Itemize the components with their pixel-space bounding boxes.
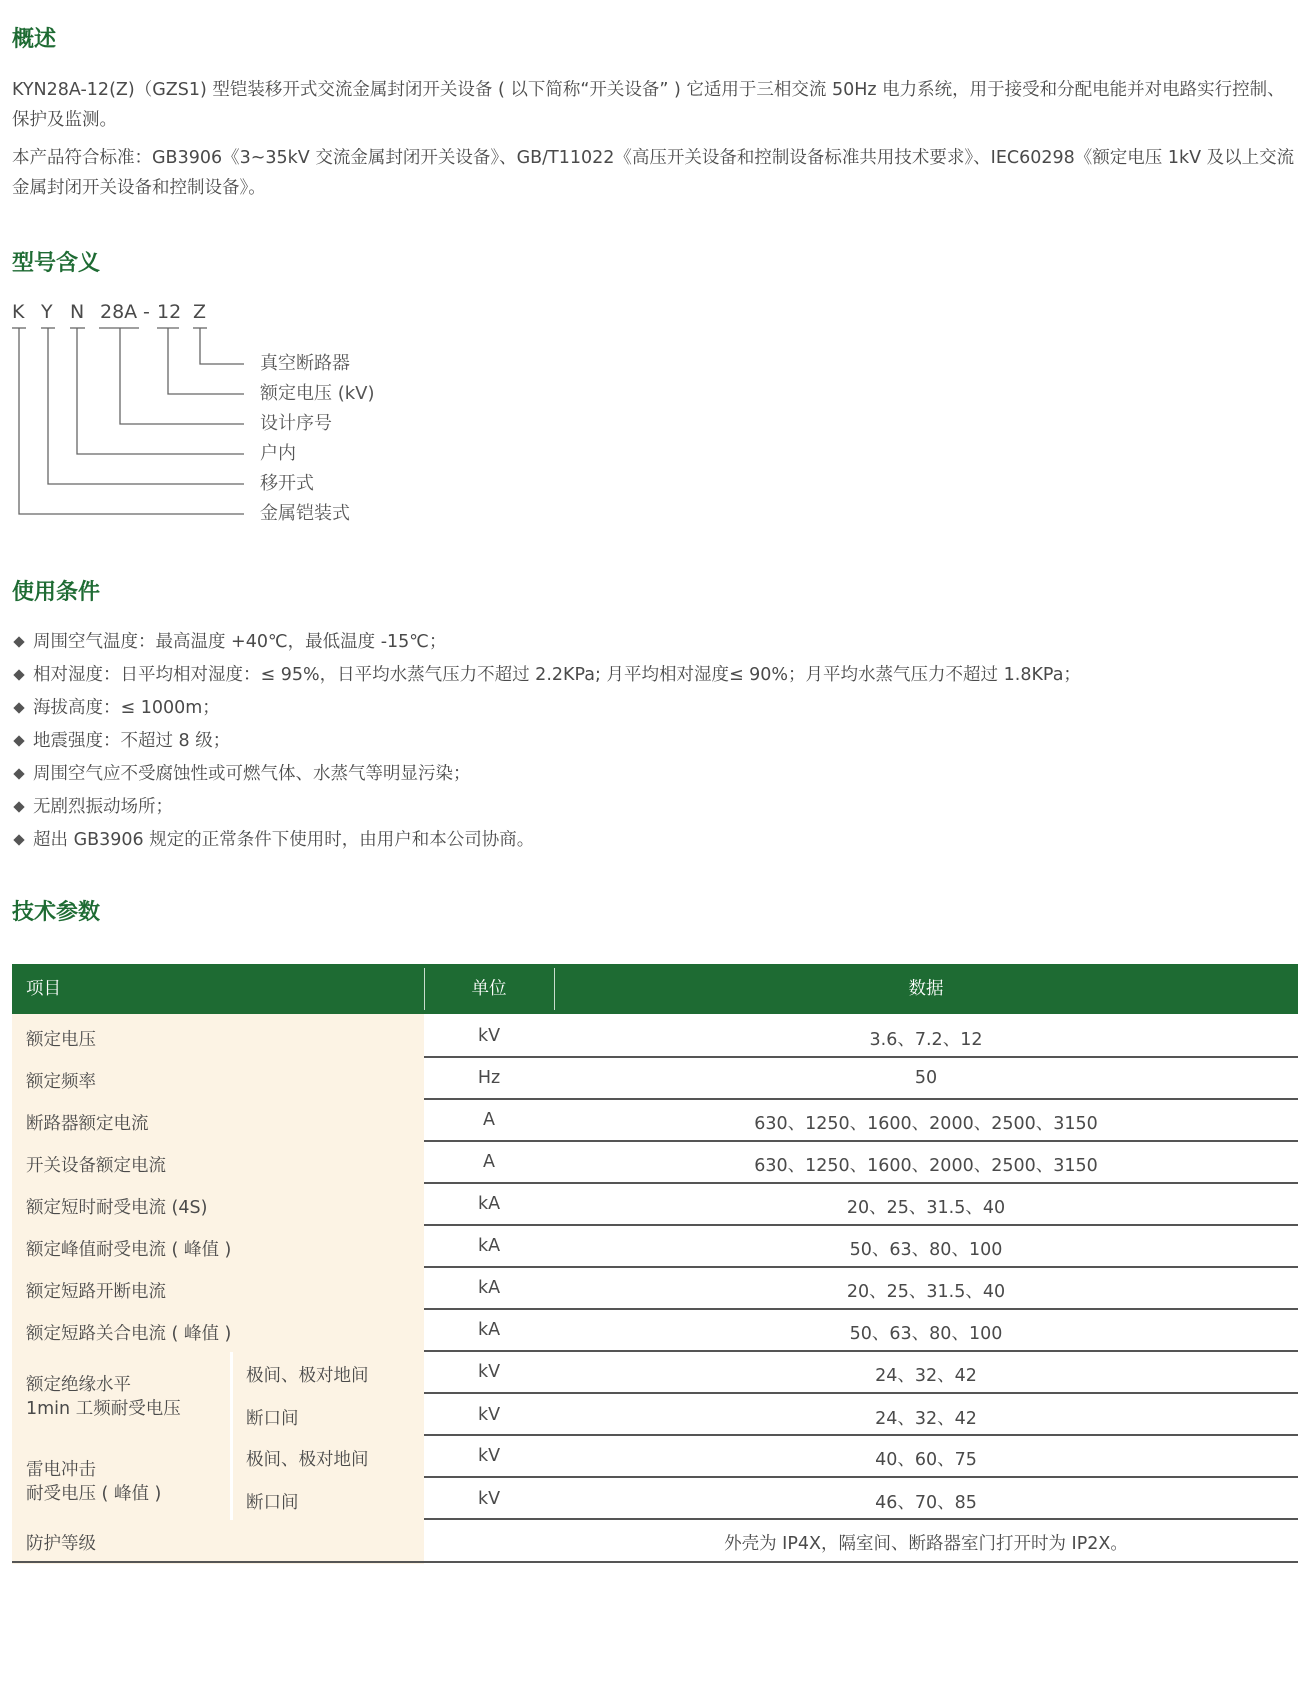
row-divider xyxy=(424,1518,1298,1520)
row-unit: A xyxy=(483,1152,495,1172)
row-item: 开关设备额定电流 xyxy=(26,1156,166,1176)
row-unit: Hz xyxy=(477,1068,501,1088)
diamond-bullet-icon xyxy=(13,636,24,647)
row-unit: kA xyxy=(477,1194,501,1214)
table-bottom-border xyxy=(12,1561,1298,1563)
lightning-sub-label: 极间、极对地间 xyxy=(246,1450,369,1470)
model-code-dash: - xyxy=(143,301,150,323)
row-unit: kA xyxy=(477,1278,501,1298)
overview-paragraph-1: KYN28A-12(Z)（GZS1) 型铠装移开式交流金属封闭开关设备 ( 以下简称“开关设备” ) 它适用于三相交流 50Hz 电力系统，用于接受和分配电能并对电路实行控制、保护及监测。 xyxy=(12,80,1285,130)
row-data: 24、32、42 xyxy=(875,1409,977,1429)
row-item: 防护等级 xyxy=(26,1534,96,1554)
row-data: 46、70、85 xyxy=(875,1493,977,1513)
row-divider xyxy=(424,1308,1298,1310)
row-item: 额定电压 xyxy=(26,1030,96,1050)
row-data: 外壳为 IP4X，隔室间、断路器室门打开时为 IP2X。 xyxy=(724,1534,1128,1554)
insulation-sub-label: 断口间 xyxy=(246,1409,299,1429)
row-divider xyxy=(424,1098,1298,1100)
condition-item xyxy=(12,827,534,853)
header-item: 项目 xyxy=(26,979,61,999)
row-divider xyxy=(424,1392,1298,1394)
row-divider xyxy=(424,1224,1298,1226)
model-label-metal-armored: 金属铠装式 xyxy=(260,503,350,524)
model-label-design-number: 设计序号 xyxy=(260,413,332,434)
lightning-item-line2: 耐受电压 ( 峰值 ) xyxy=(26,1484,162,1504)
row-unit: kV xyxy=(477,1362,501,1382)
row-data: 40、60、75 xyxy=(875,1450,977,1470)
condition-item xyxy=(12,794,173,820)
model-code-y: Y xyxy=(41,301,53,323)
model-code-12: 12 xyxy=(157,301,182,323)
row-unit: A xyxy=(483,1110,495,1130)
row-divider xyxy=(424,1182,1298,1184)
condition-text: 周围空气温度：最高温度 +40℃，最低温度 -15℃； xyxy=(33,632,447,652)
diamond-bullet-icon xyxy=(13,768,24,779)
sub-column-divider xyxy=(230,1352,233,1436)
row-unit: kV xyxy=(477,1405,501,1425)
condition-item xyxy=(12,728,230,754)
model-code-z: Z xyxy=(193,301,207,323)
row-data: 3.6、7.2、12 xyxy=(869,1030,983,1050)
row-unit: kA xyxy=(477,1236,501,1256)
insulation-item-line1: 额定绝缘水平 xyxy=(26,1375,131,1395)
header-unit: 单位 xyxy=(471,979,507,999)
row-data: 20、25、31.5、40 xyxy=(846,1198,1006,1218)
diamond-bullet-icon xyxy=(13,669,24,680)
row-divider xyxy=(424,1434,1298,1436)
lightning-item-line1: 雷电冲击 xyxy=(26,1460,96,1480)
row-unit: kA xyxy=(477,1320,501,1340)
row-data: 24、32、42 xyxy=(875,1366,977,1386)
tech-title: 技术参数 xyxy=(12,900,101,925)
row-unit: kV xyxy=(477,1026,501,1046)
row-data: 630、1250、1600、2000、2500、3150 xyxy=(754,1114,1098,1134)
row-divider xyxy=(424,1350,1298,1352)
condition-item xyxy=(12,629,446,655)
conditions-title: 使用条件 xyxy=(12,580,101,605)
diamond-bullet-icon xyxy=(13,801,24,812)
condition-text: 相对湿度：日平均相对湿度：≤ 95%，日平均水蒸气压力不超过 2.2KPa; 月平均相对湿度≤ 90%；月平均水蒸气压力不超过 1.8KPa； xyxy=(33,665,1081,685)
row-item: 断路器额定电流 xyxy=(26,1114,149,1134)
row-data: 20、25、31.5、40 xyxy=(846,1282,1006,1302)
insulation-sub-label: 极间、极对地间 xyxy=(246,1366,369,1386)
diamond-bullet-icon xyxy=(13,702,24,713)
row-data: 50、63、80、100 xyxy=(849,1240,1003,1260)
model-title: 型号含义 xyxy=(12,251,101,276)
header-data: 数据 xyxy=(908,979,944,999)
sub-column-divider xyxy=(230,1436,233,1520)
lightning-sub-label: 断口间 xyxy=(246,1493,299,1513)
model-label-vacuum-breaker: 真空断路器 xyxy=(260,353,350,374)
model-label-indoor: 户内 xyxy=(260,443,296,464)
row-item: 额定短路关合电流 ( 峰值 ) xyxy=(26,1324,232,1344)
condition-item xyxy=(12,662,1081,688)
row-data: 50、63、80、100 xyxy=(849,1324,1003,1344)
diamond-bullet-icon xyxy=(13,735,24,746)
row-unit: kV xyxy=(477,1489,501,1509)
row-divider xyxy=(424,1476,1298,1478)
condition-text: 地震强度：不超过 8 级； xyxy=(33,731,231,751)
table-header xyxy=(12,964,1298,1014)
diamond-bullet-icon xyxy=(13,834,24,845)
row-data: 630、1250、1600、2000、2500、3150 xyxy=(754,1156,1098,1176)
row-item: 额定峰值耐受电流 ( 峰值 ) xyxy=(26,1240,232,1260)
model-code-28a: 28A xyxy=(100,301,138,323)
model-label-withdrawable: 移开式 xyxy=(260,473,314,494)
overview-paragraph-2: 本产品符合标准：GB3906《3~35kV 交流金属封闭开关设备》、GB/T11022《高压开关设备和控制设备标准共用技术要求》、IEC60298《额定电压 1kV 及以上交流金属封闭开关设备和控制设备》。 xyxy=(12,148,1295,198)
insulation-item-line2: 1min 工频耐受电压 xyxy=(26,1399,181,1419)
condition-text: 周围空气应不受腐蚀性或可燃气体、水蒸气等明显污染； xyxy=(33,764,471,784)
row-divider xyxy=(424,1266,1298,1268)
row-divider xyxy=(424,1140,1298,1142)
overview-title: 概述 xyxy=(12,27,57,52)
model-code-diagram xyxy=(0,0,420,540)
model-code-n: N xyxy=(70,301,85,323)
row-divider xyxy=(424,1056,1298,1058)
tech-parameters-table xyxy=(12,964,1298,1564)
row-item: 额定频率 xyxy=(26,1072,96,1092)
model-code-k: K xyxy=(12,301,25,323)
row-unit: kV xyxy=(477,1446,501,1466)
row-item: 额定短路开断电流 xyxy=(26,1282,166,1302)
condition-text: 无剧烈振动场所； xyxy=(33,797,173,817)
model-label-rated-voltage: 额定电压 (kV) xyxy=(260,383,375,404)
row-item: 额定短时耐受电流 (4S) xyxy=(26,1198,208,1218)
condition-text: 海拔高度：≤ 1000m； xyxy=(33,698,220,718)
condition-item xyxy=(12,695,220,721)
condition-text: 超出 GB3906 规定的正常条件下使用时，由用户和本公司协商。 xyxy=(33,830,535,850)
condition-item xyxy=(12,761,471,787)
row-data: 50 xyxy=(914,1068,938,1088)
